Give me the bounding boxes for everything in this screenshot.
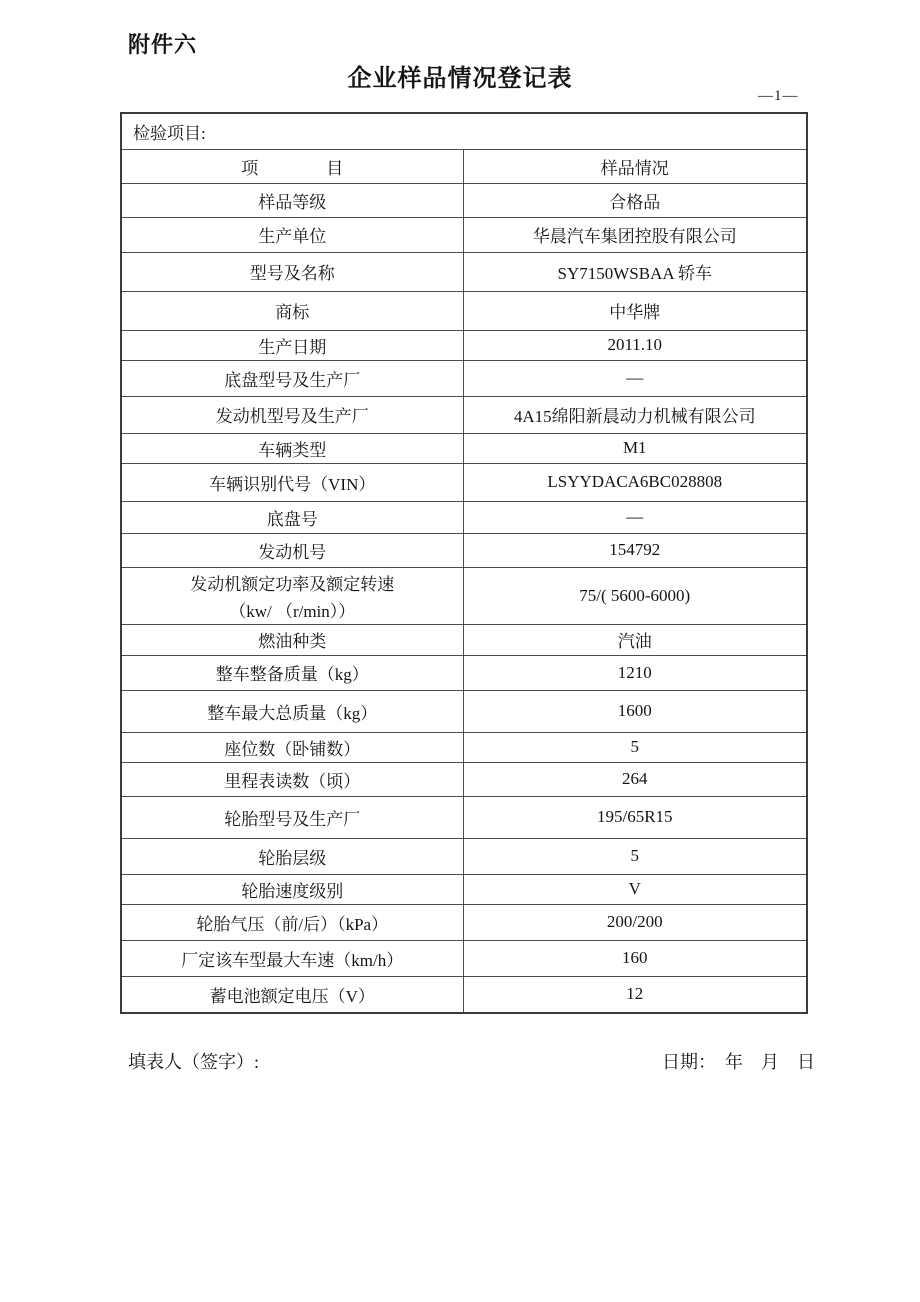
table-row [121,183,807,217]
item-label: 座位数（卧铺数） [121,732,463,762]
item-label [121,567,463,624]
item-label: 生产日期 [121,330,463,360]
page-number: —1— [758,88,799,104]
table-row [121,624,807,655]
table-header-row [121,149,807,183]
item-label: 轮胎型号及生产厂 [121,796,463,838]
item-label: 型号及名称 [121,252,463,291]
sample-value: 154792 [463,533,807,567]
item-label: 发动机型号及生产厂 [121,396,463,433]
table-row [121,762,807,796]
item-label: 整车最大总质量（kg） [121,690,463,732]
item-label: 样品等级 [121,183,463,217]
table-row [121,396,807,433]
table-row [121,252,807,291]
sample-value: — [463,501,807,533]
inspection-items-row [121,113,807,149]
item-label: 发动机号 [121,533,463,567]
sample-value: LSYYDACA6BC028808 [463,463,807,501]
attachment-label: 附件六 [128,32,198,57]
sample-value: M1 [463,433,807,463]
table-row [121,904,807,940]
sample-value: 5 [463,732,807,762]
table-row [121,291,807,330]
date-label: 日期： 年 月 日 [662,1052,815,1072]
table-row [121,501,807,533]
item-label: 整车整备质量（kg） [121,655,463,690]
sample-value: 75/( 5600-6000) [463,567,807,624]
table-row [121,940,807,976]
table-row [121,533,807,567]
item-label: 商标 [121,291,463,330]
sample-value: 195/65R15 [463,796,807,838]
table-row [121,217,807,252]
sample-registration-table [120,112,808,1014]
item-label: 底盘号 [121,501,463,533]
table-row [121,690,807,732]
table-row [121,874,807,904]
item-label: 蓄电池额定电压（V） [121,976,463,1013]
sample-value: 4A15绵阳新晨动力机械有限公司 [463,396,807,433]
item-label: 厂定该车型最大车速（km/h） [121,940,463,976]
item-label-line1: 发动机额定功率及额定转速 [190,574,395,594]
item-label: 底盘型号及生产厂 [121,360,463,396]
table-row [121,732,807,762]
item-label: 燃油种类 [121,624,463,655]
sample-value: 200/200 [463,904,807,940]
sample-value: 1600 [463,690,807,732]
table-row [121,463,807,501]
table-row [121,838,807,874]
table-row [121,567,807,624]
table-row [121,330,807,360]
item-label: 里程表读数（顷） [121,762,463,796]
form-filler-signature-label: 填表人（签字）: [128,1052,260,1072]
item-label: 轮胎速度级别 [121,874,463,904]
sample-value: 汽油 [463,624,807,655]
sample-value: 264 [463,762,807,796]
item-label: 车辆类型 [121,433,463,463]
sample-value: SY7150WSBAA 轿车 [463,252,807,291]
table-row [121,360,807,396]
item-label: 车辆识别代号（VIN） [121,463,463,501]
sample-value: 华晨汽车集团控股有限公司 [463,217,807,252]
item-label: 轮胎层级 [121,838,463,874]
table-row [121,796,807,838]
sample-value: 2011.10 [463,330,807,360]
table-row [121,655,807,690]
page-title: 企业样品情况登记表 [347,65,573,92]
table-row [121,976,807,1013]
item-label-line2: （kw/ （r/min）） [229,601,356,621]
column-header-sample: 样品情况 [463,149,807,183]
sample-value: 合格品 [463,183,807,217]
sample-value: 1210 [463,655,807,690]
sample-value: 160 [463,940,807,976]
sample-value: 5 [463,838,807,874]
table-row [121,433,807,463]
sample-value: 中华牌 [463,291,807,330]
sample-value: V [463,874,807,904]
item-label: 轮胎气压（前/后）（kPa） [121,904,463,940]
sample-value: 12 [463,976,807,1013]
inspection-items-label: 检验项目: [121,113,807,149]
item-label: 生产单位 [121,217,463,252]
sample-value: — [463,360,807,396]
column-header-item: 项 目 [121,149,463,183]
